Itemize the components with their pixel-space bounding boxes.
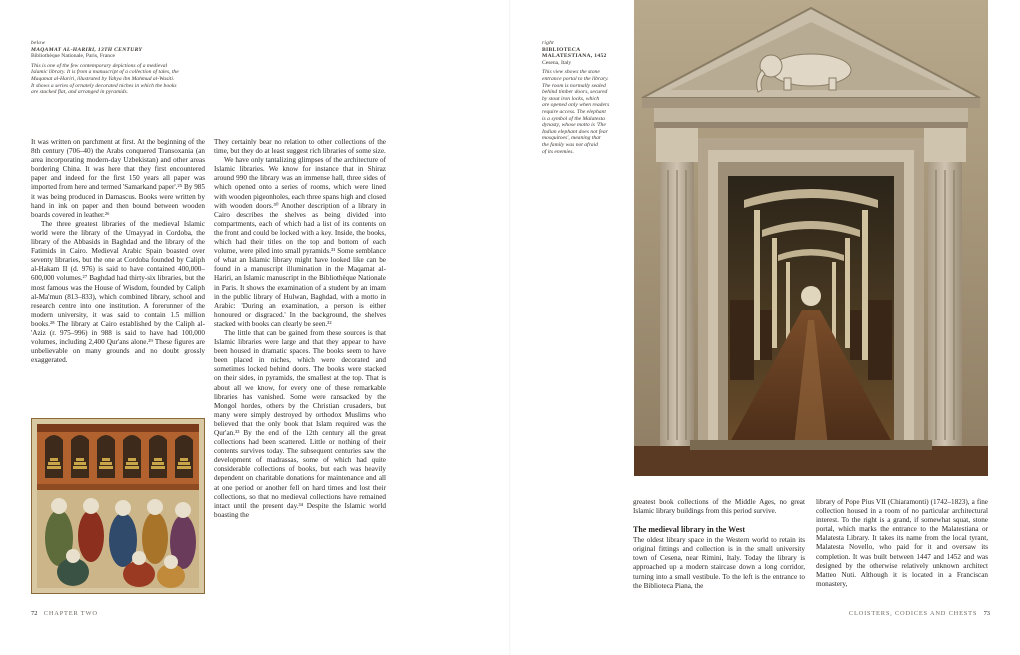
caption-line: dynasty, whose motto is 'The	[542, 122, 606, 129]
caption-line: mosquitoes', meaning that	[542, 135, 601, 142]
caption-label: right	[542, 40, 554, 46]
caption-line: This view shows the stone	[542, 69, 600, 76]
caption-line: Islamic library. It is from a manuscript of a collection of tales, the	[31, 69, 179, 76]
caption-label: below	[31, 40, 46, 46]
right-footer	[849, 610, 990, 617]
left-column-1	[31, 138, 205, 365]
left-footer	[31, 610, 98, 617]
caption-line: are opened only when readers	[542, 102, 610, 109]
body-paragraph: greatest book collections of the Middle Ages, no great Islamic library buildings from this period survive.	[633, 498, 805, 516]
caption-line: It shows a series of ornately decorated niches in which the books	[31, 82, 177, 89]
body-paragraph: It was written on parchment at first. At the beginning of the 8th century (706–40) the Arabs conquered Transoxania (an area incorporating modern-day Uzbekistan) and other areas bordering China. It was here that they first encountered paper and indeed for the first 150 years all paper was imported from here and termed 'Samarkand paper'.²⁵ By 985 it was being produced in Damascus. Books were written by hand in ink on paper and then bound between wooden boards covered in leather.²⁶	[31, 138, 205, 219]
body-paragraph: They certainly bear no relation to other collections of the time, but they do at least suggest rich libraries of some size.	[214, 138, 386, 156]
caption-line: the family was not afraid	[542, 141, 598, 148]
right-column-2	[816, 498, 988, 589]
caption-line: is a symbol of the Malatesta	[542, 115, 605, 122]
page-number: 73	[983, 610, 990, 617]
caption-line: Maqamat al-Hariri, illustrated by Yahya ibn Mahmud al-Wasiti.	[31, 75, 175, 82]
caption-line: entrance portal to the library.	[542, 75, 609, 82]
body-paragraph: The little that can be gained from these sources is that Islamic libraries were large and that they appear to have been housed in dramatic spaces. The books seem to have been placed in niches, which were decorated and sometimes locked behind doors. The books were stacked on their sides, in pyramids, the smallest at the top. That is about all we know, for every one of these remarkable libraries has vanished. Some were ransacked by the Mongol hordes, others by the Christian crusaders, but many were simply destroyed by orthodox Muslims who believed that the only book that Islam required was the Qur'an.³³ By the end of the 12th century all the great collections had been scattered. Little or nothing of their contents survives today. The subsequent centuries saw the development of madrassas, some of which had quite considerable collections of books, but each was heavily dependent on charitable donations for maintenance and all at one period or another fell on hard times and lost their collections, so that no medieval collections have remained intact until the present day.³⁴ Despite the Islamic world boasting the	[214, 328, 386, 519]
caption-line: behind timber doors, secured	[542, 89, 608, 96]
caption-body	[542, 69, 626, 155]
caption-title: MAQAMAT AL-HARIRI, 13TH CENTURY	[31, 46, 143, 53]
caption-source: Bibliothèque Nationale, Paris, France	[31, 53, 116, 60]
left-column-2	[214, 138, 386, 520]
caption-line: of its enemies.	[542, 148, 574, 155]
body-paragraph: We have only tantalizing glimpses of the architecture of Islamic libraries. We know for instance that in Shiraz around 990 the library was an immense hall, three sides of which opened onto a series of rooms, which were lined with wooden pigeonholes, each three spans high and closed with wooden doors.³⁰ Another description of a library in Cairo describes the shelves as being divided into compartments, each of which had a list of its contents on the front and could be locked with a key. Inside, the books, which had their titles on the top and bottom of each volume, were piled into small pyramids.³¹ Some semblance of what an Islamic library might have looked like can be found in a manuscript illumination in the Maqamat al-Hariri, an Islamic manuscript in the Bibliothèque Nationale in Paris. It shows the examination of a student by an imam in the public library of Hulwan, Baghdad, with a motto in Arabic: 'During an examination, a person is either honoured or disgraced.' In the background, the shelves stacked with books can clearly be seen.³²	[214, 156, 386, 328]
right-column-1	[633, 498, 805, 591]
caption-line: Indian elephant does not fear	[542, 128, 608, 135]
left-caption	[31, 40, 221, 96]
caption-line: This is one of the few contemporary depictions of a medieval	[31, 62, 168, 69]
library-portal-photo	[634, 0, 988, 476]
caption-line: by stout iron locks, which	[542, 95, 600, 102]
body-paragraph: The three greatest libraries of the medieval Islamic world were the library of the Umayyad in Cordoba, the library of the Abbasids in Baghdad and the library of the Fatimids in Cairo. Medieval Arabic Spain boasted over seventy libraries, but the one at Cordoba founded by Caliph al-Hakam II (d. 976) is said to have contained 400,000–600,000 volumes.²⁷ Baghdad had thirty-six libraries, but the most famous was the House of Wisdom, founded by Caliph al-Ma'mun (813–833), which combined library, school and research centre into one institution. A forerunner of the modern university, it was said to contain 1.5 million books.²⁸ The library at Cairo established by the Caliph al-'Aziz (r. 975–996) in 988 is said to have had 100,000 volumes, including 2,400 Qur'ans alone.²⁹ These figures are unbelievable on many grounds and no doubt grossly exaggerated.	[31, 219, 205, 365]
caption-title: MALATESTIANA, 1452	[542, 53, 607, 60]
caption-line: require access. The elephant	[542, 108, 606, 115]
section-heading: The medieval library in the West	[633, 525, 746, 535]
caption-body	[31, 63, 221, 96]
body-paragraph: library of Pope Pius VII (Chiaramonti) (1742–1823), a fine collection housed in a room of no particular architectural interest. To the right is a grand, if somewhat squat, stone portal, which marks the entrance to the Malatestiana or Malatesta Library. It takes its name from the local tyrant, Malatesta Novello, who paid for it and oversaw its completion. It was built between 1447 and 1452 and was designed by the otherwise relatively unknown architect Matteo Nuti. Although it is located in a Franciscan monastery,	[816, 498, 988, 588]
body-paragraph: The oldest library space in the Western world to retain its original fittings and collection is in the small university town of Cesena, near Rimini, Italy. Today the library is approached up a modern staircase down a long corridor, turning into a small vestibule. To the left is the entrance to the Biblioteca Piana, the	[633, 536, 805, 590]
running-head: CHAPTER TWO	[43, 610, 98, 617]
caption-location: Cesena, Italy	[542, 59, 572, 66]
caption-line: are stacked flat, and arranged in pyramids.	[31, 89, 129, 96]
caption-line: The room is normally sealed	[542, 82, 606, 89]
page-number: 72	[31, 610, 38, 617]
manuscript-illustration	[31, 418, 205, 594]
page-gutter	[509, 0, 511, 655]
caption-title: BIBLIOTECA	[542, 46, 581, 53]
right-caption	[542, 40, 626, 155]
running-head: CLOISTERS, CODICES AND CHESTS	[848, 610, 978, 617]
